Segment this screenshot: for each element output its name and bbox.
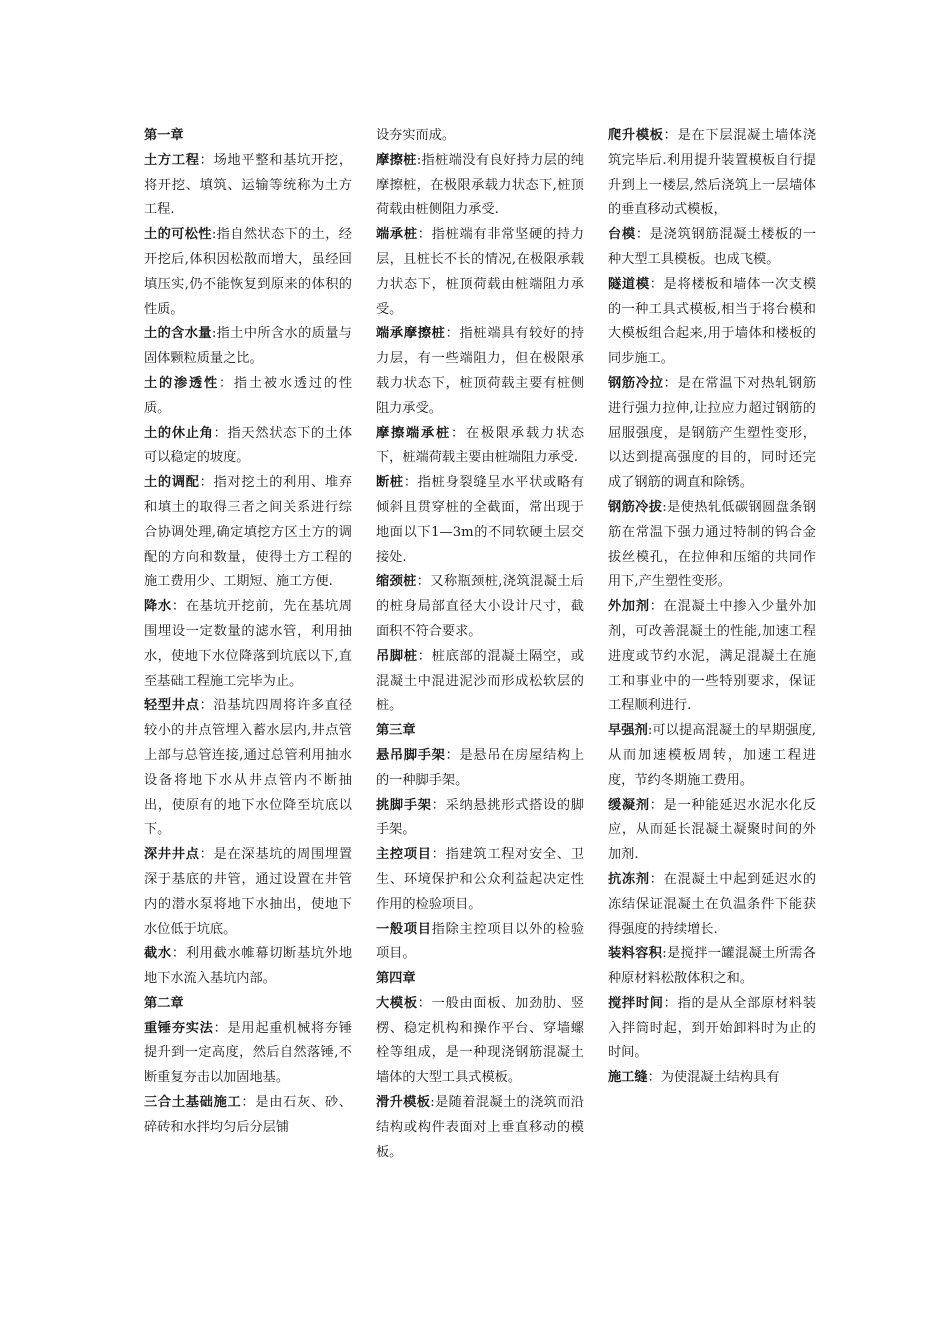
entry-term: 一般项目: [376, 921, 432, 937]
entry-definition: ：在极限承载力状态下，桩端荷载主要由桩端阻力承受.: [376, 425, 585, 466]
entry-definition: ：采纳悬挑形式搭设的脚手架。: [376, 797, 585, 838]
entry-term: 抗冻剂: [608, 871, 650, 887]
glossary-entry: [376, 794, 584, 844]
entry-term: 早强剂: [608, 723, 648, 739]
glossary-entry: [608, 496, 816, 595]
entry-definition: ：在混凝土中掺入少量外加剂，可改善混凝土的性能,加速工程进度或节约水泥，满足混凝土在施工和事业中的一些特别要求，保证工程顺利进行.: [608, 599, 817, 714]
entry-definition: ：是在深基坑的周围埋置深于基底的井管，通过设置在井管内的潜水泵将地下水抽出，使地下水位低于坑底。: [144, 847, 353, 937]
entry-term: 土的调配: [144, 475, 200, 491]
entry-term: 爬升模板: [608, 128, 664, 143]
entry-term: 重锤夯实法: [144, 1020, 214, 1036]
glossary-entry: [376, 149, 584, 223]
entry-definition: :指土中所含水的质量与固体颗粒质量之比。: [144, 326, 352, 367]
entry-term: 主控项目: [376, 847, 432, 863]
glossary-entry: [376, 645, 584, 719]
entry-term: 隧道模: [608, 276, 650, 292]
entry-definition: ：桩底部的混凝土隔空，或混凝土中混进泥沙而形成松软层的桩。: [376, 648, 585, 714]
entry-definition: ：场地平整和基坑开挖，将开挖、填筑、运输等统称为土方工程.: [144, 152, 353, 218]
entry-term: 深井井点: [144, 847, 200, 863]
glossary-entry: [144, 322, 352, 372]
glossary-entry: [144, 149, 352, 223]
glossary-entry: [376, 471, 584, 570]
entry-definition: ：指建筑工程对安全、卫生、环境保护和公众利益起决定性作用的检验项目。: [376, 847, 585, 912]
chapter-heading: 第二章: [144, 995, 184, 1011]
entry-definition: ：是将楼板和墙体一次支模的一种工具式模板,相当于将台模和大模板组合起来,用于墙体和楼板的同步施工。: [608, 276, 817, 367]
entry-term: 滑升模板: [376, 1095, 431, 1111]
column-1: [144, 124, 352, 1141]
glossary-entry: [376, 744, 584, 794]
glossary-entry: [608, 595, 816, 719]
entry-term: 挑脚手架: [376, 797, 432, 813]
entry-definition: ：是在常温下对热轧钢筋进行强力拉伸,让拉应力超过钢筋的屈服强度，是钢筋产生塑性变形，以达到提高强度的目的，同时还完成了钢筋的调直和除锈。: [608, 375, 817, 491]
entry-definition: ：是浇筑钢筋混凝土楼板的一种大型工具模板。也成飞模。: [608, 227, 817, 267]
glossary-entry: [608, 942, 816, 992]
entry-term: 大模板: [376, 995, 418, 1011]
entry-definition: ：又称瓶颈桩,浇筑混凝土后的桩身局部直径大小设计尺寸，截面积不符合要求。: [376, 574, 584, 639]
entry-definition: ：指天然状态下的土体可以稳定的坡度。: [144, 425, 353, 466]
entry-definition: ：一般由面板、加劲肋、竖楞、稳定机构和操作平台、穿墙螺栓等组成，是一种现浇钢筋混凝土墙体的大型工具式模板。: [376, 995, 585, 1086]
entry-term: 土的渗透性: [144, 375, 219, 391]
glossary-entry: [144, 1017, 352, 1091]
entry-term: 轻型井点: [144, 698, 200, 714]
entry-definition: ：指桩端具有较好的持力层，有一些端阻力，但在极限承载力状态下，桩顶荷载主要有桩侧阻力承受。: [376, 326, 585, 416]
glossary-entry: [144, 471, 352, 595]
entry-definition: :是搅拌一罐混凝土所需各种原材料松散体积之和。: [608, 946, 816, 987]
entry-term: 土的可松性: [144, 227, 212, 243]
entry-term: 台模: [608, 227, 636, 243]
glossary-entry: [376, 422, 584, 472]
entry-term: 降水: [144, 599, 172, 615]
entry-term: 端承摩擦桩: [376, 326, 446, 342]
entry-term: 土的含水量: [144, 326, 212, 342]
entry-definition: ：沿基坑四周将许多直径较小的井点管埋入蓄水层内,井点管上部与总管连接,通过总管利用抽水设备将地下水从井点管内不断抽出，使原有的地下水位降至坑底以下。: [144, 698, 353, 838]
glossary-entry: [608, 124, 816, 223]
glossary-entry: [376, 918, 584, 968]
glossary-entry: [376, 992, 584, 1091]
glossary-entry: [376, 223, 584, 322]
entry-definition: 指除主控项目以外的检验项目。: [376, 921, 585, 962]
glossary-entry: [144, 223, 352, 322]
entry-term: 缩颈桩: [376, 574, 417, 590]
entry-term: 施工缝: [608, 1070, 648, 1086]
glossary-entry: [608, 372, 816, 496]
entry-definition: ：是悬吊在房屋结构上的一种脚手架。: [376, 747, 585, 788]
glossary-entry: [608, 868, 816, 942]
entry-term: 端承桩: [376, 227, 418, 243]
entry-definition: ：是一种能延迟水泥水化反应，从而延长混凝土凝聚时间的外加剂.: [608, 797, 817, 863]
entry-term: 外加剂: [608, 599, 650, 615]
entry-term: 吊脚桩: [376, 648, 418, 664]
entry-definition: ：是用起重机械将夯锤提升到一定高度，然后自然落锤,不断重复夯击以加固地基。: [144, 1020, 353, 1086]
column-2: [376, 124, 584, 1165]
entry-definition: :是使热轧低碳钢圆盘条钢筋在常温下强力通过特制的钨合金拔丝模孔，在拉伸和压缩的共同作用下,产生塑性变形。: [608, 499, 816, 590]
entry-term: 土方工程: [144, 152, 200, 168]
glossary-entry: [376, 843, 584, 917]
entry-definition: :指自然状态下的土，经开挖后,体积因松散而增大，虽经回填压实,仍不能恢复到原来的体积的性质。: [144, 227, 352, 317]
glossary-entry: [144, 372, 352, 422]
entry-term: 摩擦桩: [376, 152, 417, 168]
chapter-heading: 第四章: [376, 971, 416, 987]
glossary-entry: [144, 942, 352, 992]
glossary-entry: [608, 1066, 816, 1091]
glossary-entry: [144, 1091, 352, 1141]
entry-definition: ：指桩端有非常坚硬的持力层，且桩长不长的情况,在极限承载力状态下，桩顶荷载由桩端阻力承受。: [376, 227, 585, 317]
chapter-heading: 第一章: [144, 128, 184, 143]
column-3: [608, 124, 816, 1091]
glossary-entry: [608, 223, 816, 273]
entry-term: 悬吊脚手架: [376, 747, 446, 763]
glossary-entry: [144, 595, 352, 694]
glossary-entry: [608, 719, 816, 793]
glossary-entry: [608, 273, 816, 372]
entry-term: 土的休止角: [144, 425, 214, 441]
entry-definition: ：为使混凝土结构具有: [647, 1070, 780, 1086]
entry-definition: ：指对挖土的利用、堆弃和填土的取得三者之间关系进行综合协调处理,确定填挖方区土方的调配的方向和数量，使得土方工程的施工费用少、工期短、施工方便.: [144, 475, 353, 590]
entry-definition: :可以提高混凝土的早期强度,从而加速模板周转，加速工程进度，节约冬期施工费用。: [608, 723, 817, 788]
glossary-entry: [376, 1091, 584, 1165]
entry-definition: ：利用截水帷幕切断基坑外地地下水流入基坑内部。: [144, 946, 353, 987]
entry-term: 缓凝剂: [608, 797, 650, 813]
glossary-entry: [376, 322, 584, 421]
glossary-entry: [144, 694, 352, 843]
entry-definition: ：指桩身裂缝呈水平状或略有倾斜且贯穿桩的全截面，常出现于地面以下1—3m的不同软硬土层交接处.: [376, 475, 585, 565]
entry-term: 钢筋冷拉: [608, 375, 664, 391]
entry-term: 搅拌时间: [608, 995, 664, 1011]
entry-term: 三合土基础施工: [144, 1095, 242, 1111]
entry-term: 钢筋冷拔: [608, 499, 663, 515]
chapter-heading: 第三章: [376, 723, 416, 739]
entry-definition: ：是由石灰、砂、碎砖和水拌均匀后分层铺: [144, 1095, 352, 1135]
entry-definition: ：指的是从全部原材料装入拌筒时起，到开始卸料时为止的时间。: [608, 995, 817, 1061]
entry-definition: :指桩端没有良好持力层的纯摩擦桩，在极限承载力状态下,桩顶荷载由桩侧阻力承受.: [376, 152, 584, 218]
glossary-entry: [376, 570, 584, 644]
entry-definition: ：在混凝土中起到延迟水的冻结保证混凝土在负温条件下能获得强度的持续增长.: [608, 871, 817, 937]
entry-definition: 设夯实而成。: [376, 128, 456, 143]
entry-term: 摩擦端承桩: [376, 425, 451, 441]
entry-definition: ：是在下层混凝土墙体浇筑完毕后.利用提升装置模板自行提升到上一楼层,然后浇筑上一层墙体的垂直移动式模板，: [608, 128, 817, 218]
glossary-entry: [144, 843, 352, 942]
entry-term: 断桩: [376, 475, 404, 491]
entry-definition: ：在基坑开挖前，先在基坑周围埋设一定数量的滤水管，利用抽水，使地下水位降落到坑底以下,直至基础工程施工完毕为止。: [144, 599, 353, 689]
entry-term: 截水: [144, 946, 172, 962]
glossary-entry: [608, 992, 816, 1066]
entry-definition: ：指土被水透过的性质。: [144, 375, 353, 416]
glossary-entry: [608, 794, 816, 868]
glossary-entry: [144, 422, 352, 472]
entry-term: 装料容积: [608, 946, 663, 962]
entry-definition: :是随着混凝土的浇筑而沿结构或构件表面对上垂直移动的模板。: [376, 1095, 584, 1160]
glossary-entry: [376, 124, 584, 149]
